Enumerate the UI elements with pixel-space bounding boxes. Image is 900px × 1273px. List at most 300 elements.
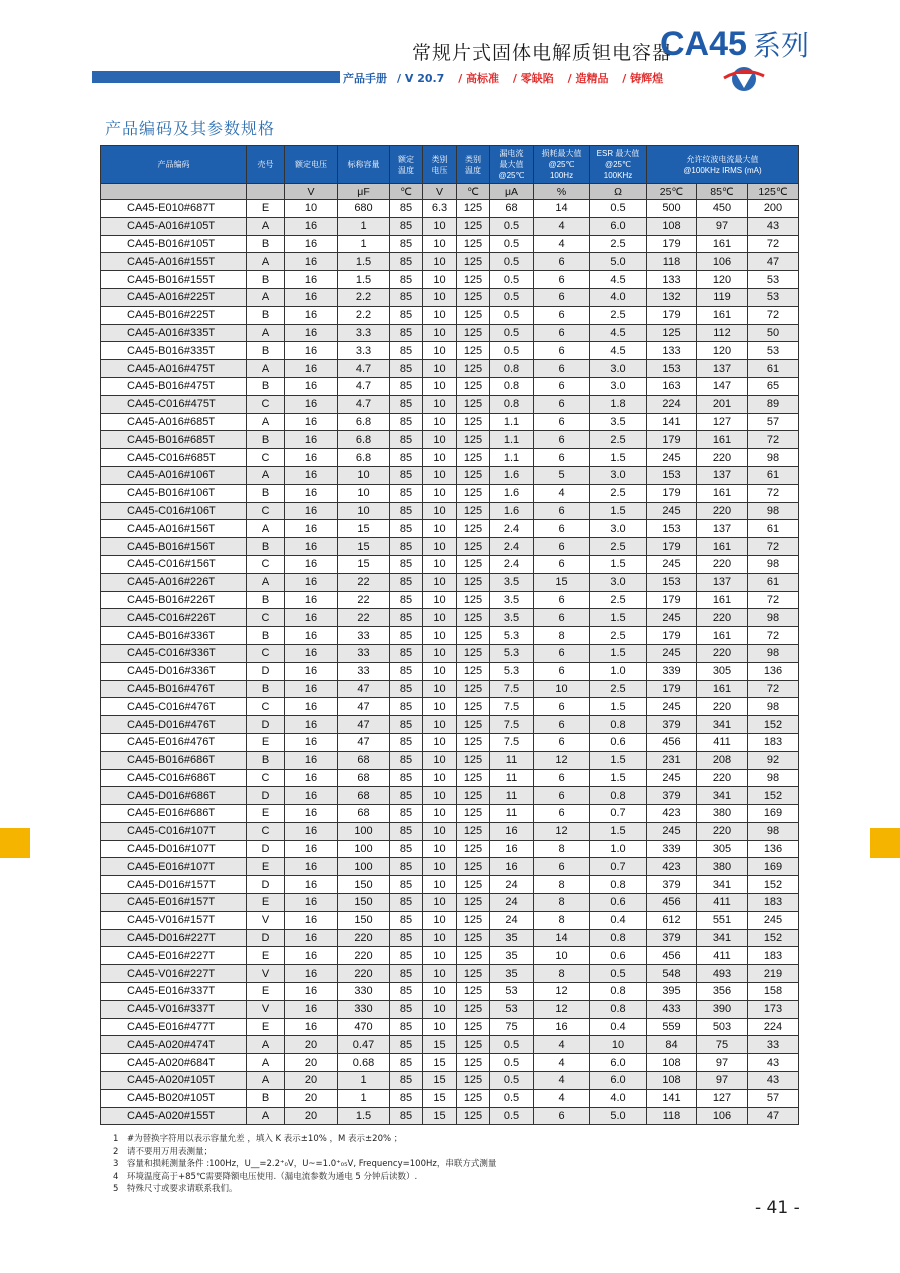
table-cell: 125 bbox=[457, 609, 490, 627]
table-cell: 224 bbox=[748, 1018, 799, 1036]
table-cell: 72 bbox=[748, 431, 799, 449]
table-cell: 16 bbox=[285, 306, 338, 324]
table-cell: 125 bbox=[457, 733, 490, 751]
table-cell: 15 bbox=[338, 538, 390, 556]
table-cell: 125 bbox=[457, 858, 490, 876]
table-cell: 2.5 bbox=[590, 235, 647, 253]
table-cell: 125 bbox=[457, 1018, 490, 1036]
table-cell: 7.5 bbox=[490, 680, 534, 698]
table-cell: 1.5 bbox=[338, 271, 390, 289]
table-row bbox=[101, 733, 799, 751]
table-cell: 10 bbox=[423, 894, 457, 912]
product-code-cell: CA45-C016#686T bbox=[101, 769, 247, 787]
table-cell: 16 bbox=[285, 609, 338, 627]
table-cell: 680 bbox=[338, 200, 390, 218]
table-cell: 10 bbox=[423, 449, 457, 467]
table-cell: 47 bbox=[748, 1107, 799, 1125]
table-cell: 65 bbox=[748, 377, 799, 395]
table-cell: 10 bbox=[423, 431, 457, 449]
footnote bbox=[113, 1133, 496, 1146]
table-cell: 200 bbox=[748, 200, 799, 218]
table-cell: 125 bbox=[457, 1107, 490, 1125]
footnote-text: 容量和损耗测量条件 :100Hz，U__=2.2⁺₀V，U~=1.0⁺₀₅V, Frequency=100Hz，串联方式测量 bbox=[127, 1159, 497, 1169]
table-cell: 85 bbox=[390, 395, 423, 413]
column-header bbox=[285, 146, 338, 184]
table-cell: 5.3 bbox=[490, 627, 534, 645]
table-cell: 85 bbox=[390, 306, 423, 324]
table-cell: 10 bbox=[423, 680, 457, 698]
table-cell: 16 bbox=[285, 253, 338, 271]
header-accent-bar bbox=[92, 71, 340, 83]
table-cell: 16 bbox=[285, 413, 338, 431]
unit-cell: 25℃ bbox=[647, 184, 697, 200]
product-code-cell: CA45-C016#685T bbox=[101, 449, 247, 467]
table-cell: 108 bbox=[647, 1072, 697, 1090]
table-cell: 85 bbox=[390, 840, 423, 858]
table-cell: 85 bbox=[390, 716, 423, 734]
table-cell: 125 bbox=[457, 217, 490, 235]
table-cell: 7.5 bbox=[490, 716, 534, 734]
table-cell: 16 bbox=[285, 235, 338, 253]
table-cell: 6.0 bbox=[590, 1054, 647, 1072]
table-cell: 6 bbox=[534, 431, 590, 449]
table-cell: 1.5 bbox=[590, 644, 647, 662]
table-row bbox=[101, 1036, 799, 1054]
table-cell: 98 bbox=[748, 769, 799, 787]
table-cell: 0.5 bbox=[490, 1072, 534, 1090]
table-cell: 0.5 bbox=[490, 235, 534, 253]
table-row bbox=[101, 217, 799, 235]
table-cell: 50 bbox=[748, 324, 799, 342]
table-cell: 10 bbox=[423, 360, 457, 378]
table-cell: 15 bbox=[423, 1036, 457, 1054]
footnote-number: 2 bbox=[113, 1146, 119, 1157]
table-cell: 53 bbox=[490, 983, 534, 1001]
table-cell: 6 bbox=[534, 644, 590, 662]
table-cell: 16 bbox=[285, 680, 338, 698]
table-cell: 0.4 bbox=[590, 1018, 647, 1036]
table-row bbox=[101, 271, 799, 289]
table-cell: 0.5 bbox=[490, 342, 534, 360]
table-cell: 152 bbox=[748, 787, 799, 805]
table-cell: 147 bbox=[697, 377, 748, 395]
table-cell: 456 bbox=[647, 894, 697, 912]
table-cell: 33 bbox=[338, 662, 390, 680]
table-cell: 10 bbox=[423, 609, 457, 627]
table-cell: 12 bbox=[534, 822, 590, 840]
table-cell: 0.8 bbox=[590, 787, 647, 805]
table-cell: 106 bbox=[697, 1107, 748, 1125]
table-cell: A bbox=[247, 1054, 285, 1072]
table-row bbox=[101, 609, 799, 627]
table-cell: 85 bbox=[390, 253, 423, 271]
table-cell: 6 bbox=[534, 538, 590, 556]
table-cell: 16 bbox=[285, 271, 338, 289]
table-cell: E bbox=[247, 1018, 285, 1036]
table-cell: 137 bbox=[697, 466, 748, 484]
table-cell: 152 bbox=[748, 876, 799, 894]
table-cell: 16 bbox=[285, 555, 338, 573]
table-cell: 136 bbox=[748, 662, 799, 680]
table-cell: 2.2 bbox=[338, 288, 390, 306]
table-row bbox=[101, 591, 799, 609]
table-cell: 125 bbox=[457, 627, 490, 645]
table-cell: 2.2 bbox=[338, 306, 390, 324]
table-cell: 127 bbox=[697, 1089, 748, 1107]
table-cell: 1.6 bbox=[490, 466, 534, 484]
table-cell: C bbox=[247, 555, 285, 573]
table-cell: C bbox=[247, 698, 285, 716]
table-cell: 16 bbox=[285, 662, 338, 680]
table-cell: 4 bbox=[534, 235, 590, 253]
table-cell: 98 bbox=[748, 449, 799, 467]
table-cell: 0.5 bbox=[490, 306, 534, 324]
table-cell: 85 bbox=[390, 1107, 423, 1125]
table-cell: C bbox=[247, 644, 285, 662]
table-cell: A bbox=[247, 1072, 285, 1090]
table-cell: 6 bbox=[534, 662, 590, 680]
product-code-cell: CA45-D016#107T bbox=[101, 840, 247, 858]
product-code-cell: CA45-B016#475T bbox=[101, 377, 247, 395]
table-row bbox=[101, 911, 799, 929]
table-cell: 43 bbox=[748, 217, 799, 235]
table-cell: 153 bbox=[647, 573, 697, 591]
table-cell: 16 bbox=[534, 1018, 590, 1036]
table-cell: 16 bbox=[285, 573, 338, 591]
table-cell: 20 bbox=[285, 1089, 338, 1107]
table-cell: 125 bbox=[457, 1000, 490, 1018]
product-code-cell: CA45-V016#157T bbox=[101, 911, 247, 929]
table-cell: 10 bbox=[590, 1036, 647, 1054]
table-cell: 330 bbox=[338, 983, 390, 1001]
table-cell: E bbox=[247, 894, 285, 912]
table-cell: 125 bbox=[647, 324, 697, 342]
table-cell: 2.4 bbox=[490, 520, 534, 538]
table-cell: B bbox=[247, 538, 285, 556]
table-cell: 173 bbox=[748, 1000, 799, 1018]
table-cell: 379 bbox=[647, 716, 697, 734]
table-cell: 53 bbox=[748, 271, 799, 289]
table-cell: 1.5 bbox=[590, 555, 647, 573]
table-cell: 245 bbox=[647, 555, 697, 573]
table-cell: 100 bbox=[338, 822, 390, 840]
product-code-cell: CA45-B020#105T bbox=[101, 1089, 247, 1107]
table-cell: 16 bbox=[490, 858, 534, 876]
table-cell: 10 bbox=[423, 627, 457, 645]
table-cell: 85 bbox=[390, 983, 423, 1001]
page-number: - 41 - bbox=[755, 1198, 800, 1218]
table-cell: 6.0 bbox=[590, 1072, 647, 1090]
table-cell: 10 bbox=[423, 769, 457, 787]
table-cell: 201 bbox=[697, 395, 748, 413]
table-cell: 245 bbox=[647, 449, 697, 467]
table-cell: 0.68 bbox=[338, 1054, 390, 1072]
product-code-cell: CA45-A016#335T bbox=[101, 324, 247, 342]
table-cell: 6 bbox=[534, 555, 590, 573]
table-cell: 125 bbox=[457, 1089, 490, 1107]
table-cell: 8 bbox=[534, 840, 590, 858]
table-cell: E bbox=[247, 947, 285, 965]
table-cell: 14 bbox=[534, 929, 590, 947]
table-cell: 125 bbox=[457, 288, 490, 306]
column-header-line: @25℃ bbox=[548, 160, 575, 169]
table-cell: 305 bbox=[697, 840, 748, 858]
table-cell: 16 bbox=[285, 822, 338, 840]
table-cell: C bbox=[247, 395, 285, 413]
table-cell: 15 bbox=[338, 520, 390, 538]
table-cell: 1.6 bbox=[490, 502, 534, 520]
table-row bbox=[101, 769, 799, 787]
table-cell: 11 bbox=[490, 769, 534, 787]
table-cell: 10 bbox=[423, 520, 457, 538]
table-cell: 551 bbox=[697, 911, 748, 929]
table-cell: A bbox=[247, 573, 285, 591]
table-units-row bbox=[101, 184, 799, 200]
table-cell: 75 bbox=[490, 1018, 534, 1036]
table-cell: 220 bbox=[338, 929, 390, 947]
table-cell: 220 bbox=[338, 965, 390, 983]
table-cell: 10 bbox=[423, 591, 457, 609]
product-code-cell: CA45-C016#475T bbox=[101, 395, 247, 413]
slogan: / 铸辉煌 bbox=[622, 72, 664, 85]
table-cell: 16 bbox=[285, 449, 338, 467]
table-cell: 85 bbox=[390, 1089, 423, 1107]
table-cell: 6 bbox=[534, 360, 590, 378]
table-cell: 119 bbox=[697, 288, 748, 306]
table-cell: 68 bbox=[338, 787, 390, 805]
table-cell: 10 bbox=[423, 306, 457, 324]
table-cell: 16 bbox=[285, 733, 338, 751]
table-cell: 1.1 bbox=[490, 449, 534, 467]
table-cell: 220 bbox=[697, 555, 748, 573]
table-cell: 16 bbox=[285, 805, 338, 823]
table-cell: 125 bbox=[457, 502, 490, 520]
table-cell: 2.5 bbox=[590, 484, 647, 502]
product-code-cell: CA45-B016#155T bbox=[101, 271, 247, 289]
table-row bbox=[101, 520, 799, 538]
table-row bbox=[101, 306, 799, 324]
table-cell: A bbox=[247, 288, 285, 306]
table-cell: 108 bbox=[647, 217, 697, 235]
table-row bbox=[101, 644, 799, 662]
table-cell: 1.5 bbox=[590, 449, 647, 467]
table-cell: 85 bbox=[390, 573, 423, 591]
table-row bbox=[101, 342, 799, 360]
table-cell: 16 bbox=[285, 858, 338, 876]
table-cell: 6.8 bbox=[338, 413, 390, 431]
table-cell: A bbox=[247, 466, 285, 484]
table-cell: 4.5 bbox=[590, 324, 647, 342]
table-row bbox=[101, 751, 799, 769]
table-row bbox=[101, 627, 799, 645]
table-cell: 85 bbox=[390, 1054, 423, 1072]
table-cell: 456 bbox=[647, 947, 697, 965]
product-code-cell: CA45-B016#105T bbox=[101, 235, 247, 253]
table-cell: B bbox=[247, 751, 285, 769]
table-cell: 169 bbox=[748, 805, 799, 823]
table-cell: 85 bbox=[390, 822, 423, 840]
column-header bbox=[423, 146, 457, 184]
table-cell: 0.8 bbox=[590, 983, 647, 1001]
table-cell: 411 bbox=[697, 733, 748, 751]
table-row bbox=[101, 1089, 799, 1107]
section-title: 产品编码及其参数规格 bbox=[105, 119, 276, 138]
table-cell: 120 bbox=[697, 271, 748, 289]
table-cell: B bbox=[247, 431, 285, 449]
table-row bbox=[101, 288, 799, 306]
table-cell: 85 bbox=[390, 644, 423, 662]
table-cell: 10 bbox=[423, 1000, 457, 1018]
table-cell: 85 bbox=[390, 413, 423, 431]
table-cell: 85 bbox=[390, 787, 423, 805]
table-cell: 97 bbox=[697, 1054, 748, 1072]
table-row bbox=[101, 822, 799, 840]
table-row bbox=[101, 787, 799, 805]
table-cell: 161 bbox=[697, 306, 748, 324]
table-cell: 125 bbox=[457, 822, 490, 840]
table-cell: 158 bbox=[748, 983, 799, 1001]
table-cell: 10 bbox=[423, 965, 457, 983]
table-cell: 10 bbox=[423, 733, 457, 751]
table-cell: 161 bbox=[697, 235, 748, 253]
table-cell: A bbox=[247, 1036, 285, 1054]
unit-cell: ℃ bbox=[390, 184, 423, 200]
table-cell: C bbox=[247, 449, 285, 467]
product-code-cell: CA45-A016#156T bbox=[101, 520, 247, 538]
table-cell: 1.5 bbox=[338, 253, 390, 271]
table-cell: 16 bbox=[285, 769, 338, 787]
table-cell: 4.0 bbox=[590, 1089, 647, 1107]
table-cell: 125 bbox=[457, 662, 490, 680]
table-header-row bbox=[101, 146, 799, 184]
table-cell: 3.0 bbox=[590, 520, 647, 538]
table-cell: 2.5 bbox=[590, 538, 647, 556]
table-cell: 220 bbox=[697, 502, 748, 520]
table-cell: 10 bbox=[423, 1018, 457, 1036]
table-cell: 10 bbox=[423, 466, 457, 484]
table-cell: 125 bbox=[457, 680, 490, 698]
table-cell: 1 bbox=[338, 1089, 390, 1107]
table-cell: 125 bbox=[457, 573, 490, 591]
table-cell: 3.0 bbox=[590, 573, 647, 591]
table-row bbox=[101, 431, 799, 449]
product-code-cell: CA45-A016#475T bbox=[101, 360, 247, 378]
column-header bbox=[247, 146, 285, 184]
column-header-line: 标称容量 bbox=[347, 160, 380, 169]
table-cell: 85 bbox=[390, 965, 423, 983]
table-cell: 72 bbox=[748, 538, 799, 556]
table-cell: A bbox=[247, 217, 285, 235]
table-cell: 0.5 bbox=[490, 1107, 534, 1125]
table-cell: 245 bbox=[647, 644, 697, 662]
table-row bbox=[101, 235, 799, 253]
table-cell: 35 bbox=[490, 947, 534, 965]
table-cell: 11 bbox=[490, 787, 534, 805]
table-cell: 380 bbox=[697, 858, 748, 876]
product-code-cell: CA45-D016#336T bbox=[101, 662, 247, 680]
header-tagline bbox=[343, 70, 673, 86]
table-cell: 8 bbox=[534, 894, 590, 912]
spec-table bbox=[100, 145, 799, 1125]
table-cell: 152 bbox=[748, 716, 799, 734]
table-cell: 161 bbox=[697, 484, 748, 502]
table-cell: 125 bbox=[457, 253, 490, 271]
table-cell: 3.0 bbox=[590, 377, 647, 395]
table-cell: 500 bbox=[647, 200, 697, 218]
product-code-cell: CA45-B016#156T bbox=[101, 538, 247, 556]
table-cell: 92 bbox=[748, 751, 799, 769]
table-cell: 0.6 bbox=[590, 947, 647, 965]
table-cell: 125 bbox=[457, 947, 490, 965]
footnote-number: 4 bbox=[113, 1171, 119, 1182]
table-cell: 6.0 bbox=[590, 217, 647, 235]
table-cell: 6 bbox=[534, 591, 590, 609]
table-cell: 3.3 bbox=[338, 324, 390, 342]
table-cell: 10 bbox=[338, 502, 390, 520]
table-cell: 10 bbox=[423, 555, 457, 573]
table-cell: 10 bbox=[285, 200, 338, 218]
table-cell: A bbox=[247, 520, 285, 538]
table-cell: 43 bbox=[748, 1054, 799, 1072]
product-code-cell: CA45-C016#156T bbox=[101, 555, 247, 573]
table-row bbox=[101, 894, 799, 912]
table-cell: 1.5 bbox=[338, 1107, 390, 1125]
product-code-cell: CA45-C016#107T bbox=[101, 822, 247, 840]
table-cell: 15 bbox=[338, 555, 390, 573]
table-cell: 10 bbox=[423, 751, 457, 769]
unit-cell: % bbox=[534, 184, 590, 200]
table-cell: 125 bbox=[457, 413, 490, 431]
table-cell: 0.8 bbox=[590, 929, 647, 947]
column-header bbox=[490, 146, 534, 184]
table-cell: 85 bbox=[390, 555, 423, 573]
table-cell: 6 bbox=[534, 520, 590, 538]
table-cell: 10 bbox=[423, 377, 457, 395]
table-cell: 305 bbox=[697, 662, 748, 680]
table-cell: 4 bbox=[534, 1054, 590, 1072]
table-cell: E bbox=[247, 733, 285, 751]
table-cell: 125 bbox=[457, 787, 490, 805]
slogan: / 造精品 bbox=[567, 72, 609, 85]
table-cell: 125 bbox=[457, 395, 490, 413]
product-code-cell: CA45-E016#686T bbox=[101, 805, 247, 823]
table-cell: 183 bbox=[748, 894, 799, 912]
table-cell: 341 bbox=[697, 929, 748, 947]
column-header-line: ESR 最大值 bbox=[596, 149, 640, 158]
table-cell: 10 bbox=[423, 413, 457, 431]
table-row bbox=[101, 965, 799, 983]
table-row bbox=[101, 573, 799, 591]
table-cell: 125 bbox=[457, 911, 490, 929]
product-code-cell: CA45-C016#336T bbox=[101, 644, 247, 662]
product-code-cell: CA45-E016#476T bbox=[101, 733, 247, 751]
table-row bbox=[101, 840, 799, 858]
table-cell: 245 bbox=[748, 911, 799, 929]
table-cell: 97 bbox=[697, 217, 748, 235]
table-cell: 179 bbox=[647, 431, 697, 449]
column-header-line: 壳号 bbox=[257, 160, 274, 169]
table-cell: 125 bbox=[457, 555, 490, 573]
table-cell: B bbox=[247, 591, 285, 609]
table-cell: 98 bbox=[748, 644, 799, 662]
unit-cell: V bbox=[285, 184, 338, 200]
table-cell: 179 bbox=[647, 235, 697, 253]
table-cell: 3.5 bbox=[490, 609, 534, 627]
table-cell: 125 bbox=[457, 377, 490, 395]
column-header-line: @25℃ bbox=[604, 160, 631, 169]
table-cell: 8 bbox=[534, 911, 590, 929]
table-cell: A bbox=[247, 1107, 285, 1125]
